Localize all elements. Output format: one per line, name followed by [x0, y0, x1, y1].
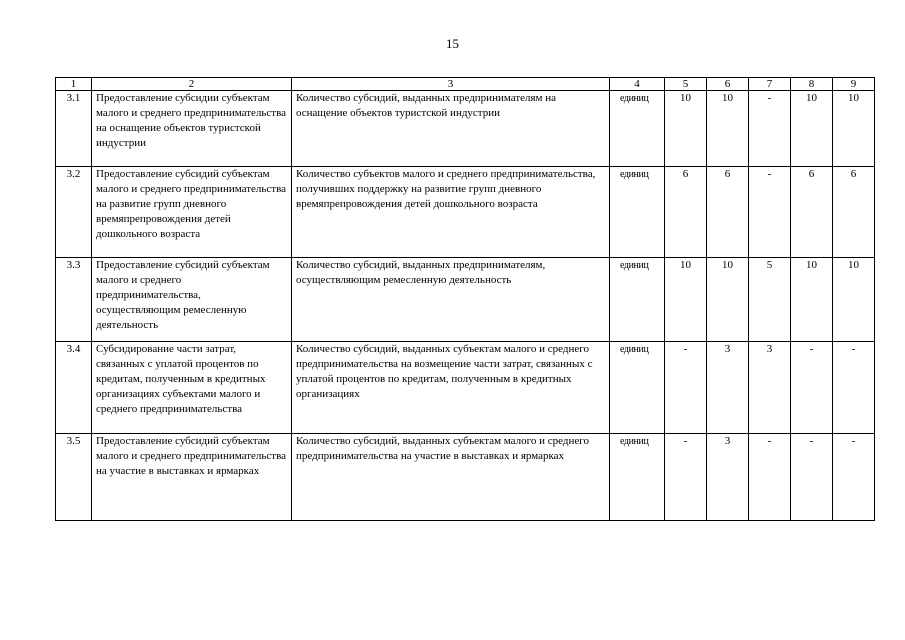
measure-cell: Субсидирование части затрат, связанных с уплатой процентов по кредитам, полученным в кредитных организациях субъектами малого и среднего предпринимательства	[92, 342, 292, 434]
value-cell: 10	[833, 91, 875, 167]
value-cell: -	[749, 91, 791, 167]
value-cell: 6	[707, 167, 749, 258]
row-number: 3.5	[56, 434, 92, 521]
row-number: 3.4	[56, 342, 92, 434]
value-cell: 10	[707, 258, 749, 342]
value-cell: 6	[665, 167, 707, 258]
indicator-cell: Количество субсидий, выданных предпринимателям на оснащение объектов туристской индустрии	[292, 91, 610, 167]
value-cell: 10	[707, 91, 749, 167]
value-cell: 10	[791, 258, 833, 342]
value-cell: 5	[749, 258, 791, 342]
column-number-5: 5	[665, 78, 707, 91]
page-number: 15	[446, 36, 459, 51]
indicator-cell: Количество субъектов малого и среднего предпринимательства, получивших поддержку на развитие групп дневного времяпрепровождения детей дошкольного возраста	[292, 167, 610, 258]
column-number-8: 8	[791, 78, 833, 91]
value-cell: -	[749, 167, 791, 258]
indicator-cell: Количество субсидий, выданных субъектам малого и среднего предпринимательства на участие в выставках и ярмарках	[292, 434, 610, 521]
measure-cell: Предоставление субсидии субъектам малого и среднего предпринимательства на оснащение объектов туристской индустрии	[92, 91, 292, 167]
column-number-7: 7	[749, 78, 791, 91]
measure-cell: Предоставление субсидий субъектам малого и среднего предпринимательства, осуществляющим ремесленную деятельность	[92, 258, 292, 342]
row-number: 3.2	[56, 167, 92, 258]
indicator-cell: Количество субсидий, выданных субъектам малого и среднего предпринимательства на возмещение части затрат, связанных с уплатой процентов по кредитам, полученным в кредитных организациях	[292, 342, 610, 434]
indicator-cell: Количество субсидий, выданных предпринимателям, осуществляющим ремесленную деятельность	[292, 258, 610, 342]
table-row	[56, 258, 875, 342]
value-cell: 10	[791, 91, 833, 167]
table-row	[56, 342, 875, 434]
column-number-4: 4	[610, 78, 665, 91]
value-cell: -	[791, 342, 833, 434]
value-cell: 10	[665, 258, 707, 342]
program-indicators-table	[55, 77, 875, 521]
row-number: 3.1	[56, 91, 92, 167]
value-cell: -	[791, 434, 833, 521]
value-cell: 6	[833, 167, 875, 258]
table-row	[56, 434, 875, 521]
table-row	[56, 167, 875, 258]
value-cell: 6	[791, 167, 833, 258]
column-number-1: 1	[56, 78, 92, 91]
value-cell: -	[833, 434, 875, 521]
value-cell: -	[665, 342, 707, 434]
table-header-row	[56, 78, 875, 91]
value-cell: 3	[707, 342, 749, 434]
value-cell: -	[665, 434, 707, 521]
row-number: 3.3	[56, 258, 92, 342]
measure-cell: Предоставление субсидий субъектам малого и среднего предпринимательства на развитие групп дневного времяпрепровождения детей дошкольного возраста	[92, 167, 292, 258]
column-number-9: 9	[833, 78, 875, 91]
unit-cell: единиц	[610, 342, 665, 434]
column-number-2: 2	[92, 78, 292, 91]
value-cell: 10	[833, 258, 875, 342]
measure-cell: Предоставление субсидий субъектам малого и среднего предпринимательства на участие в выставках и ярмарках	[92, 434, 292, 521]
column-number-3: 3	[292, 78, 610, 91]
value-cell: 3	[749, 342, 791, 434]
value-cell: -	[833, 342, 875, 434]
value-cell: -	[749, 434, 791, 521]
table-row	[56, 91, 875, 167]
value-cell: 10	[665, 91, 707, 167]
unit-cell: единиц	[610, 167, 665, 258]
column-number-6: 6	[707, 78, 749, 91]
unit-cell: единиц	[610, 258, 665, 342]
unit-cell: единиц	[610, 434, 665, 521]
value-cell: 3	[707, 434, 749, 521]
unit-cell: единиц	[610, 91, 665, 167]
